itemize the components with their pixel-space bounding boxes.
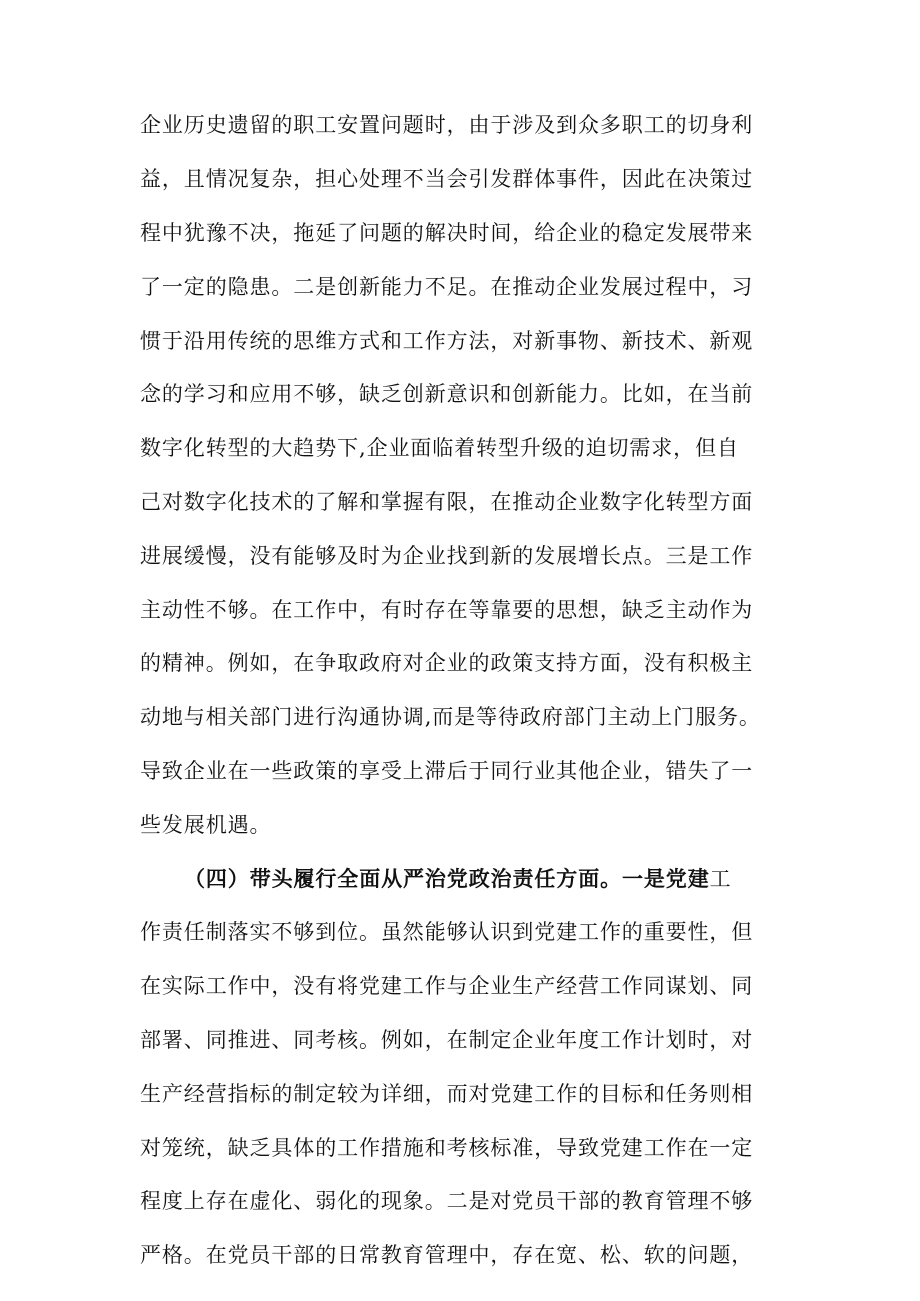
paragraph-line: 惯于沿用传统的思维方式和工作方法，对新事物、新技术、新观 [140, 329, 754, 353]
paragraph-line: 己对数字化技术的了解和掌握有限，在推动企业数字化转型方面 [140, 490, 754, 514]
paragraph-line: 益，且情况复杂，担心处理不当会引发群体事件，因此在决策过 [140, 167, 754, 191]
paragraph-line: 动地与相关部门进行沟通协调,而是等待政府部门主动上门服务。 [140, 705, 761, 729]
paragraph-line: 作责任制落实不够到位。虽然能够认识到党建工作的重要性，但 [140, 920, 754, 944]
paragraph-line: 的精神。例如，在争取政府对企业的政策支持方面，没有积极主 [140, 651, 754, 675]
paragraph-line: 数字化转型的大趋势下,企业面临着转型升级的迫切需求，但自 [140, 436, 739, 460]
paragraph-line: 主动性不够。在工作中，有时存在等靠要的思想，缺乏主动作为 [140, 598, 754, 622]
paragraph-line: 些发展机遇。 [140, 813, 272, 837]
section-heading-line [184, 859, 732, 899]
paragraph-line: 企业历史遗留的职工安置问题时，由于涉及到众多职工的切身利 [140, 113, 754, 137]
paragraph-line: 对笼统，缺乏具体的工作措施和考核标准，导致党建工作在一定 [140, 1136, 754, 1160]
paragraph-line: 程度上存在虚化、弱化的现象。二是对党员干部的教育管理不够 [140, 1189, 754, 1213]
paragraph-line: 了一定的隐患。二是创新能力不足。在推动企业发展过程中，习 [140, 275, 754, 299]
heading-line-continuation: 工 [709, 867, 732, 891]
paragraph-line: 严格。在党员干部的日常教育管理中，存在宽、松、软的问题， [140, 1243, 754, 1267]
paragraph-line: 念的学习和应用不够，缺乏创新意识和创新能力。比如，在当前 [140, 382, 754, 406]
paragraph-line: 部署、同推进、同考核。例如，在制定企业年度工作计划时，对 [140, 1028, 754, 1052]
paragraph-line: 在实际工作中，没有将党建工作与企业生产经营工作同谋划、同 [140, 974, 754, 998]
section-heading: （四）带头履行全面从严治党政治责任方面。一是党建 [184, 866, 710, 891]
paragraph-line: 进展缓慢，没有能够及时为企业找到新的发展增长点。三是工作 [140, 544, 754, 568]
paragraph-line: 导致企业在一些政策的享受上滞后于同行业其他企业，错失了一 [140, 759, 754, 783]
paragraph-line: 生产经营指标的制定较为详细，而对党建工作的目标和任务则相 [140, 1082, 754, 1106]
paragraph-line: 程中犹豫不决，拖延了问题的解决时间，给企业的稳定发展带来 [140, 221, 754, 245]
